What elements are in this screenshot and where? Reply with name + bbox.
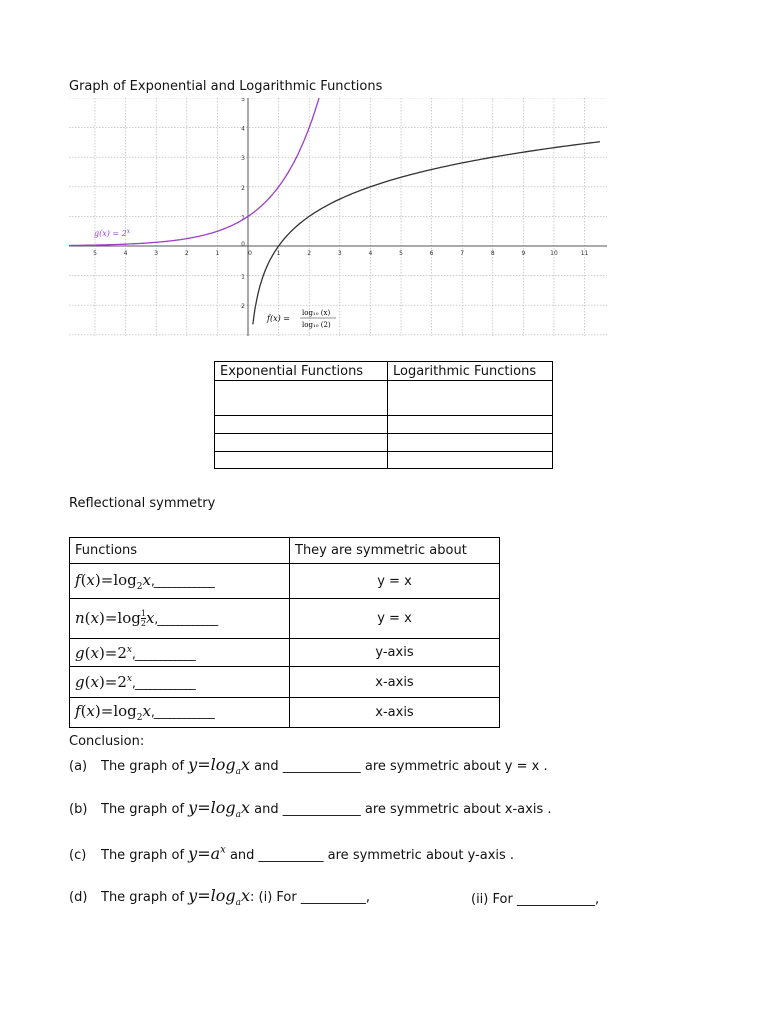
tick-label: 9 [521,250,526,257]
symmetry-answer: y = x [290,564,500,599]
conclusion-title: Conclusion: [69,734,145,749]
function-cell: $f(x)=\log_2x,\_\_\_\_\_\_\_\_\_\_\_\_$ [70,564,290,599]
fn-name: g [75,643,85,662]
log-label-denominator: log₁₀ (2) [302,321,331,329]
exp-label-text: g(x) = 2 [94,229,127,238]
item-letter: (c) [69,848,87,863]
table-cell [388,434,553,452]
tick-label: 6 [429,250,434,257]
symmetry-answer: y = x [290,599,500,639]
tick-label: 3 [154,250,159,257]
tick-labels [93,98,589,310]
tick-label: 2 [241,303,245,311]
fn-rhs: 2 [117,643,127,662]
fn-sup: x [126,674,132,684]
tick-label: 10 [550,250,558,257]
item-pre: The graph of [101,848,185,863]
exponential-curve [69,98,319,246]
item-post: : (i) For __________, [250,890,370,905]
tick-label: 1 [276,250,281,257]
answer-blank: ,____________ [150,705,214,719]
conclusion-item-c [69,844,514,863]
item-pre: The graph of [101,759,185,774]
exp-curve-label [94,228,131,238]
fn-rhs: log [113,570,137,589]
table-cell [215,381,388,416]
conclusion-item-d-part-ii: (ii) For ____________, [471,892,600,907]
item-math-var: x [240,755,251,774]
item-pre: The graph of [101,802,185,817]
comparison-table [214,361,553,469]
page-title: Graph of Exponential and Logarithmic Functions [69,79,383,94]
fn-sup: x [126,644,132,655]
item-math: y=log [188,755,236,774]
log-curve-label: f(x) = [267,314,290,323]
fn-arg: x [86,570,95,589]
tick-label: 1 [241,273,245,281]
exp-label-sup: x [126,228,131,235]
fn-name: n [75,608,85,627]
header-symmetric-about: They are symmetric about [290,538,500,564]
tick-label: 2 [184,250,189,257]
function-cell: $f(x)=\log_2x,\_\_\_\_\_\_\_\_\_\_\_\_$ [70,698,290,728]
fn-rhs: log [117,608,141,627]
fraction-denominator: 2 [140,619,146,629]
item-math-sup: x [220,844,226,856]
tick-label: 7 [460,250,465,257]
tick-label: 5 [93,250,97,257]
item-math-sub: a [235,898,241,909]
section-title: Reflectional symmetry [69,496,216,511]
tick-label: 2 [307,250,312,257]
function-cell: $g(x)=2^x,\_\_\_\_\_\_\_\_\_\_\_\_$ [70,639,290,667]
fn-name: f [75,702,81,720]
fn-name: g [75,673,85,691]
header-logarithmic: Logarithmic Functions [388,362,553,381]
function-graph [69,98,607,336]
table-cell [388,381,553,416]
table-cell [388,452,553,469]
function-cell: n(x)=log $\frac{1}{2}$ x,____________ [70,599,290,639]
answer-blank: ,____________ [131,646,195,661]
tick-label: 5 [241,98,245,103]
fn-rhs: 2 [117,673,127,691]
conclusion-item-a [69,755,548,777]
item-letter: (a) [69,759,88,774]
symmetry-answer: y-axis [290,639,500,667]
table-cell [215,416,388,434]
tick-label: 0 [241,241,245,248]
fn-rhs: log [113,702,137,720]
fn-arg: x [90,643,99,662]
tick-label: 3 [337,250,342,257]
axes [69,98,607,336]
table-cell [388,416,553,434]
tick-label: 3 [241,155,245,163]
item-letter: (b) [69,802,88,817]
function-cell: $g(x)=2^x,\_\_\_\_\_\_\_\_\_\_\_\_$ [70,667,290,698]
item-pre: The graph of [101,890,185,905]
answer-blank: ,____________ [150,573,214,588]
tick-label: 4 [241,125,245,133]
fn-sub: 2 [136,581,143,592]
logarithmic-curve [253,142,600,325]
grid [69,98,607,336]
item-math-var: x [240,798,251,817]
item-math: y=log [188,798,236,817]
header-functions: Functions [70,538,290,564]
header-exponential: Exponential Functions [215,362,388,381]
item-math-sub: a [235,810,241,821]
fn-arg: x [90,608,99,627]
tick-label: 1 [215,250,220,257]
fn-name: f [75,570,81,589]
tick-label: 1 [241,214,245,222]
answer-blank: ,____________ [154,611,218,626]
answer-blank: ,____________ [131,676,195,690]
item-letter: (d) [69,890,88,905]
conclusion-item-b [69,798,552,820]
fn-arg: x [90,673,99,691]
item-math-sub: a [235,767,241,778]
item-math-var: x [240,886,251,905]
symmetry-table [69,537,500,728]
item-math: y=log [188,886,236,905]
fn-sub: 2 [136,713,143,723]
tick-label: 4 [368,250,373,257]
symmetry-answer: x-axis [290,667,500,698]
fraction-numerator: 1 [140,609,146,619]
item-post: and ____________ are symmetric about y = x . [254,759,548,774]
item-post: and __________ are symmetric about y-axis . [229,848,515,863]
item-math: y=a [188,844,221,863]
log-label-numerator: log₁₀ (x) [302,309,331,317]
tick-label: 5 [399,250,403,257]
conclusion-item-d [69,886,370,908]
item-post: and ____________ are symmetric about x-axis . [254,802,552,817]
tick-label: 2 [241,184,245,192]
table-cell [215,452,388,469]
tick-label: 4 [123,250,128,257]
symmetry-answer: x-axis [290,698,500,728]
fn-var: x [142,570,151,589]
tick-label: 8 [490,250,495,257]
fn-var: x [142,702,151,720]
tick-label: 0 [248,250,252,257]
fn-arg: x [86,702,95,720]
tick-label: 11 [580,250,589,257]
fn-var: x [145,608,155,627]
table-cell [215,434,388,452]
